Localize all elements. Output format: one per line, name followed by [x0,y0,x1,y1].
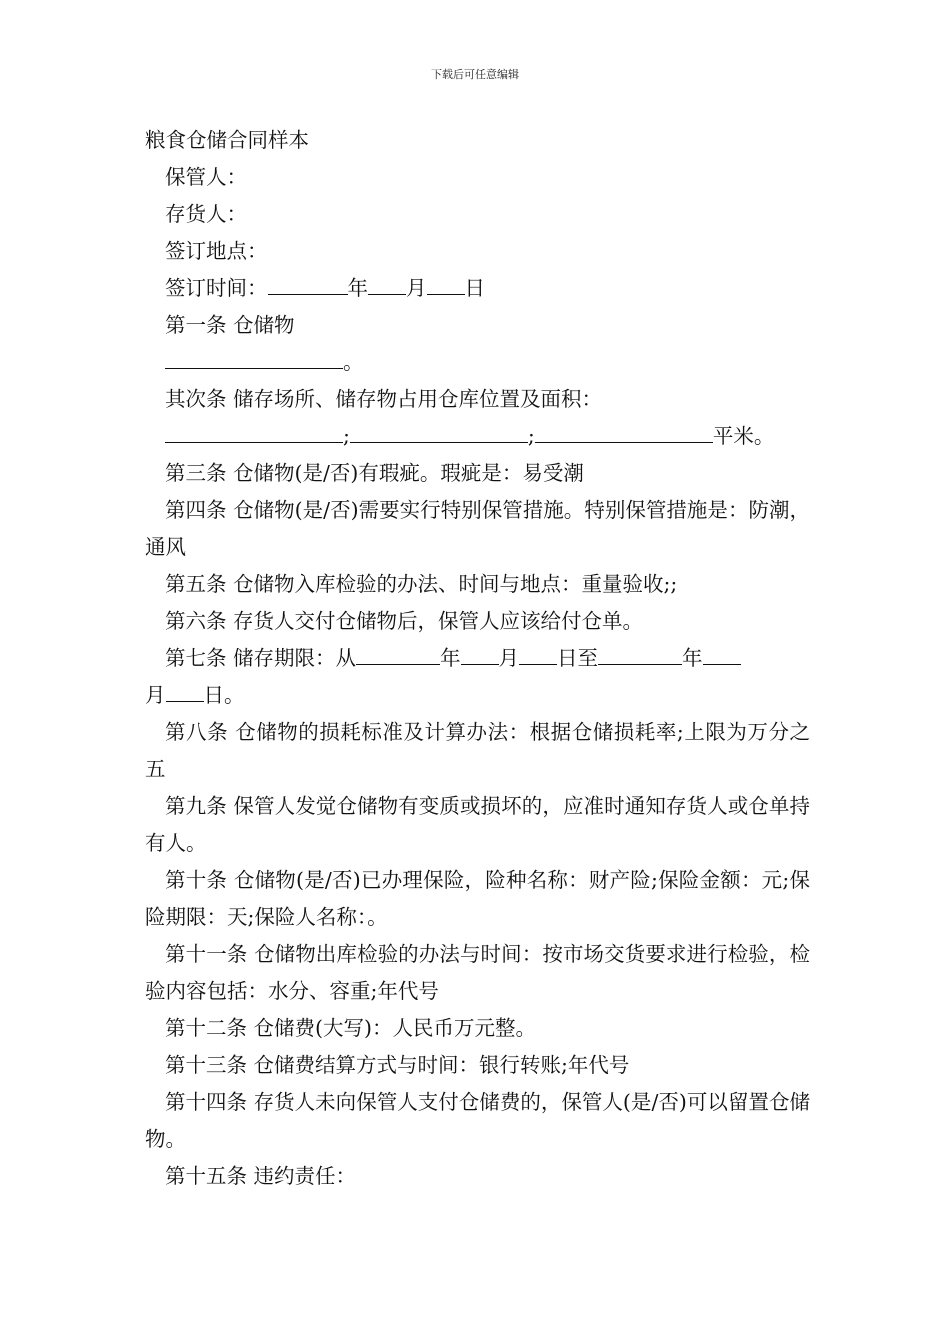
month-label: 月 [406,276,427,300]
year-label: 年 [440,646,461,670]
signing-time-line [145,270,810,307]
area-unit: 平米。 [712,424,775,448]
clause-1: 第一条 仓储物 [165,313,295,337]
blank-field [461,643,499,665]
year-label: 年 [682,646,703,670]
clause-7-line-1 [145,640,810,677]
signing-time-label: 签订时间： [165,276,268,300]
blank-field [165,421,343,443]
clause-10: 第十条 仓储物(是/否)已办理保险，险种名称：财产险;保险金额：元;保险期限：天;保险人名称：。 [145,868,810,929]
blank-field [350,421,528,443]
keeper-line: 保管人： [165,165,247,189]
contract-body [145,122,810,1195]
day-label: 日 [464,276,485,300]
blank-field [165,347,343,369]
signing-place-line: 签订地点： [165,239,268,263]
page-header: 下载后可任意编辑 [431,68,519,81]
clause-5: 第五条 仓储物入库检验的办法、时间与地点：重量验收;; [165,572,678,596]
blank-field [268,273,348,295]
clause-15: 第十五条 违约责任： [165,1164,357,1188]
clause-4: 第四条 仓储物(是/否)需要实行特别保管措施。特别保管措施是：防潮，通风 [145,498,810,559]
clause-1-end: 。 [343,350,364,374]
clause-3: 第三条 仓储物(是/否)有瑕疵。瑕疵是：易受潮 [165,461,584,485]
blank-field [166,680,204,702]
blank-field [519,643,557,665]
blank-field [703,643,741,665]
separator: ; [527,424,535,448]
clause-7-line-2 [145,677,810,714]
blank-field [535,421,713,443]
clause-6: 第六条 存货人交付仓储物后，保管人应该给付仓单。 [165,609,644,633]
clause-12: 第十二条 仓储费(大写)：人民币万元整。 [165,1016,537,1040]
depositor-line: 存货人： [165,202,247,226]
blank-field [598,643,682,665]
clause-7-label: 第七条 储存期限：从 [165,646,357,670]
day-label: 日。 [203,683,245,707]
month-label: 月 [145,683,166,707]
clause-9: 第九条 保管人发觉仓储物有变质或损坏的，应准时通知存货人或仓单持有人。 [145,794,810,855]
clause-2-blank-line [145,418,810,455]
month-label: 月 [498,646,520,670]
blank-field [427,273,465,295]
clause-1-blank-line [145,344,810,381]
clause-13: 第十三条 仓储费结算方式与时间：银行转账;年代号 [165,1053,630,1077]
document-title: 粮食仓储合同样本 [145,128,309,152]
separator: ; [343,424,350,448]
day-to-label: 日至 [557,646,599,670]
clause-8: 第八条 仓储物的损耗标准及计算办法：根据仓储损耗率;上限为万分之五 [145,720,810,781]
clause-2: 其次条 储存场所、储存物占用仓库位置及面积： [165,387,603,411]
blank-field [356,643,440,665]
blank-field [368,273,406,295]
clause-14: 第十四条 存货人未向保管人支付仓储费的，保管人(是/否)可以留置仓储物。 [145,1090,810,1151]
year-label: 年 [347,276,368,300]
clause-11: 第十一条 仓储物出库检验的办法与时间：按市场交货要求进行检验，检验内容包括：水分、容重;年代号 [145,942,810,1003]
